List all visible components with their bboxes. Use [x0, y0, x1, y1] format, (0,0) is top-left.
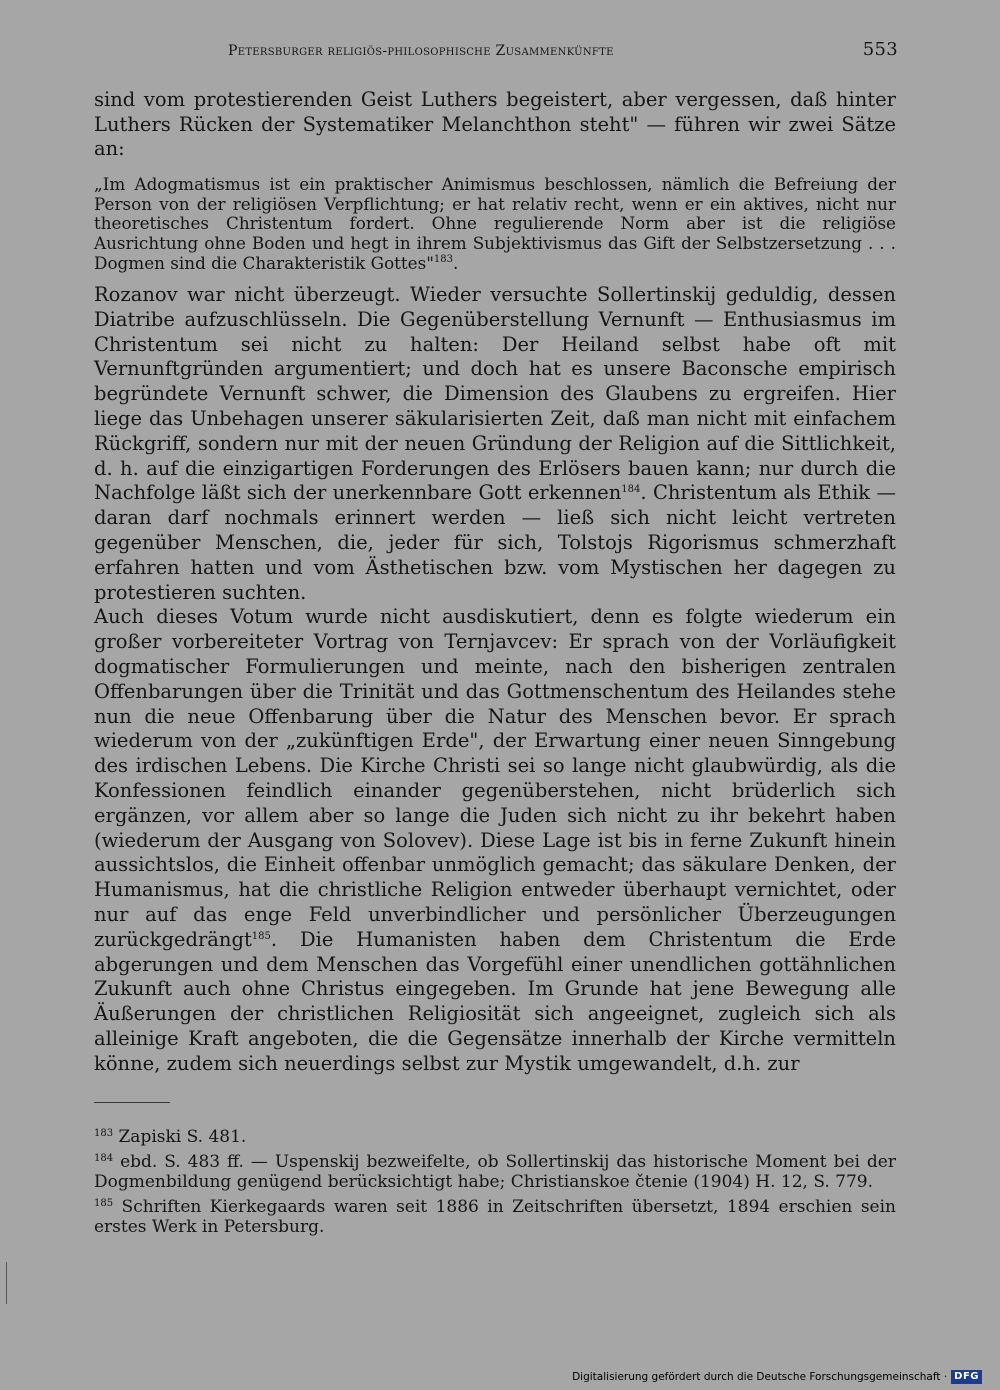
footnote-number: 184 [94, 1152, 114, 1164]
footnote-number: 183 [94, 1128, 114, 1139]
body-text [94, 283, 896, 1077]
dfg-logo[interactable]: DFG [951, 1370, 982, 1384]
scan-margin-mark [6, 1262, 7, 1304]
footnote-text: Zapiski S. 481. [118, 1127, 247, 1147]
footnote-ref-185[interactable]: 185 [251, 930, 271, 942]
quote-end: . [453, 252, 459, 273]
paragraph-text: . Die Humanisten haben dem Christentum die Erde abgerungen und dem Menschen das Vorgefühl einer unendlichen gottähnlichen Zukunft auch ohne Christus eingegeben. Im Grunde hat jene Bewegung alle Äußerungen der christlichen Religiosität sich angeeignet, zugleich sich als alleinige Kraft angeboten, die die Gegensätze innerhalb der Kirche vermitteln könne, zudem sich neuerdings selbst zur Mystik umgewandelt, d.h. zur [94, 927, 896, 1075]
footnote-number: 185 [94, 1197, 114, 1209]
paragraph-text: . Christentum als Ethik — daran darf nochmals erinnert werden — ließ sich nicht leicht vertreten gegenüber Menschen, die, jeder für sich, Tolstojs Rigorismus schmerzhaft erfahren hatten und vom Ästhetischen bzw. vom Mystischen her dagegen zu protestieren suchten. [94, 481, 896, 604]
footnotes [94, 1127, 896, 1242]
footnote-ref-184[interactable]: 184 [621, 484, 641, 496]
footnote-185 [94, 1197, 896, 1238]
running-title: Petersburger religiös-philosophische Zusammenkünfte [228, 43, 614, 59]
funding-credit [572, 1369, 982, 1385]
paragraph-text: Rozanov war nicht überzeugt. Wieder versuchte Sollertinskij geduldig, dessen Diatribe aufzuschlüsseln. Die Gegenüberstellung Vernunft — Enthusiasmus im Christentum sei nicht zu halten: Der Heiland selbst habe oft mit Vernunftgründen argumentiert; und doch hat es unsere Baconsche empirisch begründete Vernunft schwer, die Dimension des Glaubens zu ergreifen. Hier liege das Unbehagen unserer säkularisierten Zeit, daß man nicht mit einfachem Rückgriff, sondern nur mit der neuen Gründung der Religion auf die Sittlichkeit, d. h. auf die einzigartigen Forderungen des Erlösers bauen kann; nur durch die Nachfolge läßt sich der unerkennbare Gott erkennen [94, 283, 896, 505]
paragraph-rozanov [94, 283, 896, 605]
paragraph-ternjavcev [94, 605, 896, 1076]
paragraph-text: Auch dieses Votum wurde nicht ausdiskutiert, denn es folgte wiederum ein großer vorbereiteter Vortrag von Ternjavcev: Er sprach von der Vorläufigkeit dogmatischer Formulierungen und meinte, nach den bisherigen zentralen Offenbarungen über die Trinität und das Gottmenschentum des Heilandes stehe nun die neue Offenbarung über die Natur des Menschen bevor. Er sprach wiederum von der „zukünftigen Erde", der Erwartung einer neuen Sinngebung des irdischen Lebens. Die Kirche Christi sei so lange nicht glaubwürdig, als die Konfessionen feindlich einander gegenüberstehen, nicht brüderlich sich ergänzen, vor allem aber so lange die Juden sich nicht zu ihr bekehrt haben (wiederum der Ausgang von Solovev). Diese Lage ist bis in ferne Zukunft hinein aussichtslos, die Einheit offenbar unmöglich gemacht; das säkulare Denken, der Humanismus, hat die christliche Religion entweder überhaupt vernichtet, oder nur auf das enge Feld unverbindlicher und persönlicher Überzeugungen zurückgedrängt [94, 605, 896, 951]
footnote-183 [94, 1127, 896, 1148]
footnote-text: ebd. S. 483 ff. — Uspenskij bezweifelte, ob Sollertinskij das historische Moment bei der Dogmenbildung genügend berücksichtigt habe; Christianskoe čtenie (1904) H. 12, S. 779. [94, 1151, 896, 1192]
credit-text: Digitalisierung gefördert durch die Deutsche Forschungsgemeinschaft · [572, 1371, 948, 1383]
footnote-divider [94, 1102, 170, 1103]
lead-paragraph: sind vom protestierenden Geist Luthers begeistert, aber vergessen, daß hinter Luthers Rücken der Systematiker Melanchthon steht" — führen wir zwei Sätze an: [94, 88, 896, 160]
footnote-text: Schriften Kierkegaards waren seit 1886 in Zeitschriften übersetzt, 1894 erschien sein erstes Werk in Petersburg. [94, 1196, 896, 1237]
running-head [228, 39, 898, 63]
block-quote [94, 175, 896, 274]
page-number: 553 [862, 39, 898, 60]
footnote-184 [94, 1152, 896, 1193]
quote-text: „Im Adogmatismus ist ein praktischer Animismus beschlossen, nämlich die Befreiung der Person von der religiösen Verpflichtung; er hat relativ recht, wenn er ein aktives, nicht nur theoretisches Christentum fordert. Ohne regulierende Norm aber ist die religiöse Ausrichtung ohne Boden und hegt in ihrem Subjektivismus das Gift der Selbstzersetzung . . . Dogmen sind die Charakteristik Gottes" [94, 174, 896, 273]
footnote-ref-183[interactable]: 183 [433, 253, 454, 265]
